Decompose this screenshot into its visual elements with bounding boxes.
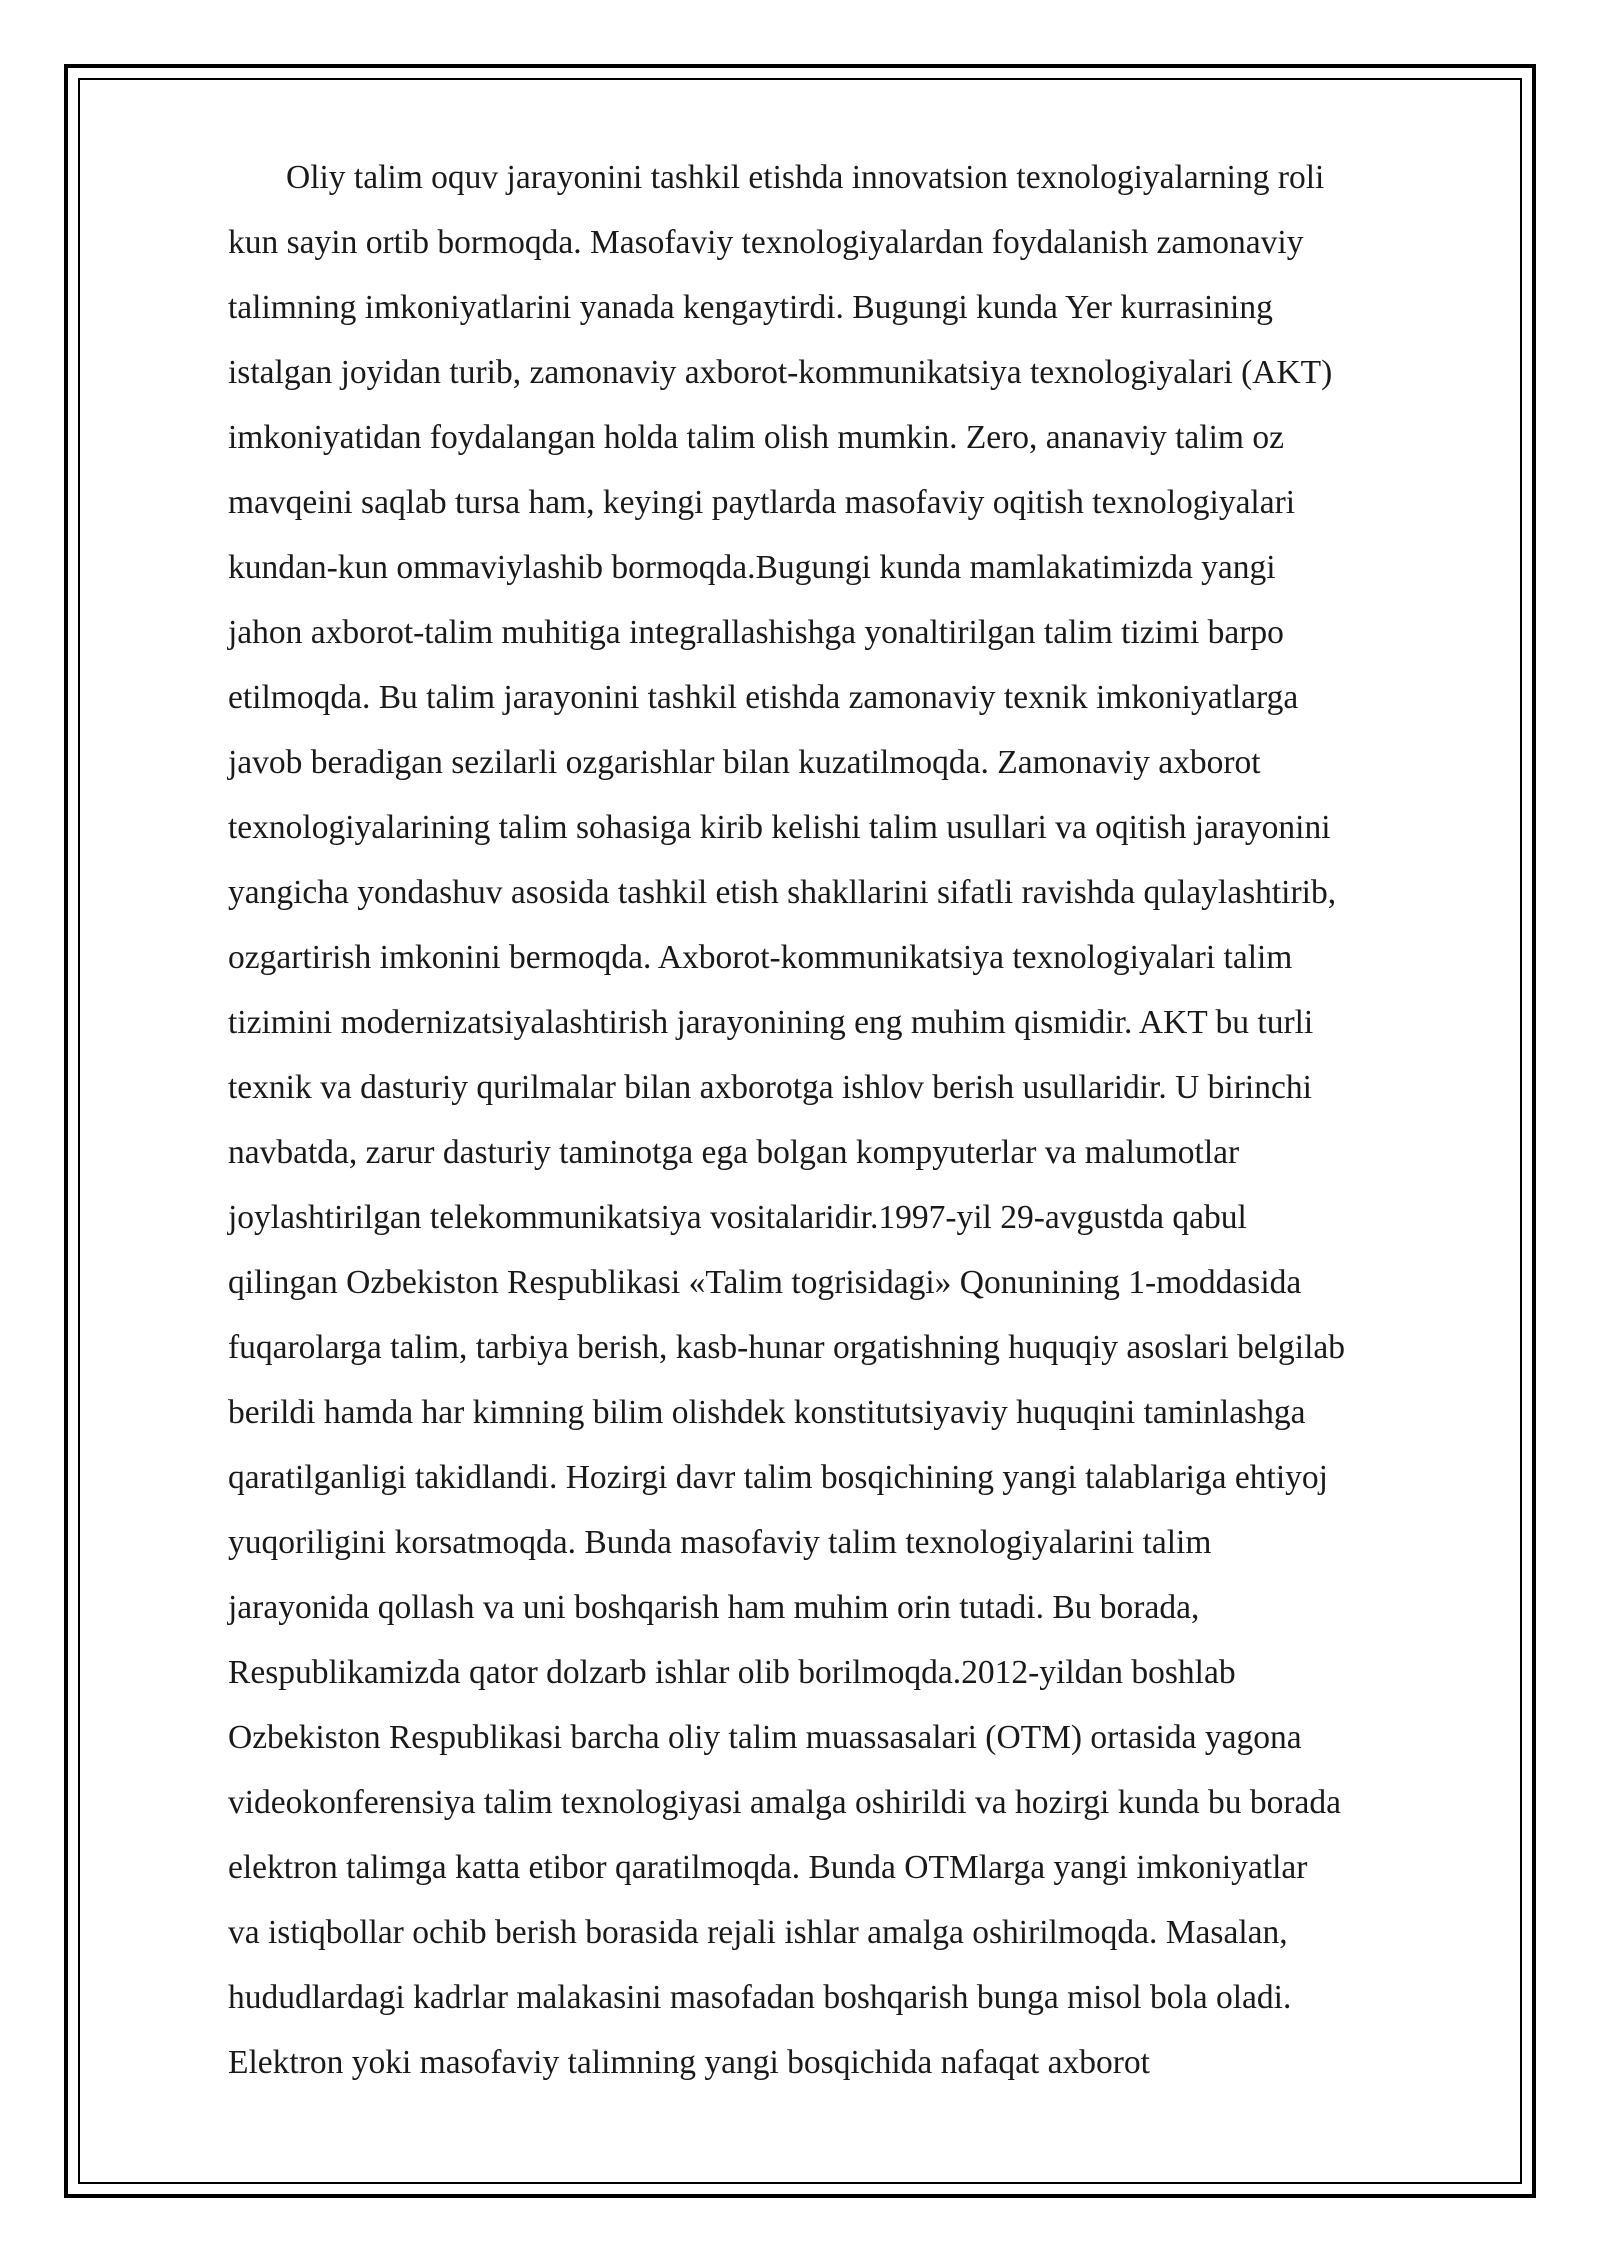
- text-line: Elektron yoki masofaviy talimning yangi bosqichida nafaqat axborot: [228, 2044, 1150, 2081]
- text-line: fuqarolarga talim, tarbiya berish, kasb-hunar orgatishning huquqiy asoslari belgilab: [228, 1329, 1346, 1366]
- text-line: jahon axborot-talim muhitiga integrallashishga yonaltirilgan talim tizimi barpo: [228, 614, 1284, 651]
- text-line: hududlardagi kadrlar malakasini masofadan boshqarish bunga misol bola oladi.: [228, 1979, 1292, 2016]
- text-line: navbatda, zarur dasturiy taminotga ega bolgan kompyuterlar va malumotlar: [228, 1134, 1240, 1171]
- text-line: videokonferensiya talim texnologiyasi amalga oshirildi va hozirgi kunda bu borada: [228, 1784, 1341, 1821]
- text-line: qaratilganligi takidlandi. Hozirgi davr talim bosqichining yangi talablariga ehtiyoj: [228, 1459, 1328, 1496]
- text-line: Ozbekiston Respublikasi barcha oliy talim muassasalari (OTM) ortasida yagona: [228, 1719, 1302, 1756]
- text-line: istalgan joyidan turib, zamonaviy axborot-kommunikatsiya texnologiyalari (AKT): [228, 354, 1333, 391]
- text-line: va istiqbollar ochib berish borasida rejali ishlar amalga oshirilmoqda. Masalan,: [228, 1914, 1288, 1951]
- text-line: javob beradigan sezilarli ozgarishlar bilan kuzatilmoqda. Zamonaviy axborot: [228, 744, 1261, 781]
- text-line: joylashtirilgan telekommunikatsiya vositalaridir.1997-yil 29-avgustda qabul: [228, 1199, 1247, 1236]
- text-line: etilmoqda. Bu talim jarayonini tashkil etishda zamonaviy texnik imkoniyatlarga: [228, 679, 1299, 716]
- body-text: [228, 145, 1518, 2095]
- text-line: Oliy talim oquv jarayonini tashkil etishda innovatsion texnologiyalarning roli: [286, 159, 1325, 196]
- text-line: Respublikamizda qator dolzarb ishlar olib borilmoqda.2012-yildan boshlab: [228, 1654, 1236, 1691]
- text-line: ozgartirish imkonini bermoqda. Axborot-kommunikatsiya texnologiyalari talim: [228, 939, 1293, 976]
- text-line: berildi hamda har kimning bilim olishdek konstitutsiyaviy huquqini taminlashga: [228, 1394, 1306, 1431]
- text-line: imkoniyatidan foydalangan holda talim olish mumkin. Zero, ananaviy talim oz: [228, 419, 1284, 456]
- text-line: elektron talimga katta etibor qaratilmoqda. Bunda OTMlarga yangi imkoniyatlar: [228, 1849, 1308, 1886]
- text-line: jarayonida qollash va uni boshqarish ham muhim orin tutadi. Bu borada,: [228, 1589, 1200, 1626]
- text-line: mavqeini saqlab tursa ham, keyingi paytlarda masofaviy oqitish texnologiyalari: [228, 484, 1296, 521]
- text-line: talimning imkoniyatlarini yanada kengaytirdi. Bugungi kunda Yer kurrasining: [228, 289, 1273, 326]
- text-line: yangicha yondashuv asosida tashkil etish shakllarini sifatli ravishda qulaylashtirib,: [228, 874, 1337, 911]
- text-line: kun sayin ortib bormoqda. Masofaviy texnologiyalardan foydalanish zamonaviy: [228, 224, 1304, 261]
- text-line: qilingan Ozbekiston Respublikasi «Talim togrisidagi» Qonunining 1-moddasida: [228, 1264, 1302, 1301]
- text-line: texnologiyalarining talim sohasiga kirib kelishi talim usullari va oqitish jarayonini: [228, 809, 1331, 846]
- text-line: tizimini modernizatsiyalashtirish jarayonining eng muhim qismidir. AKT bu turli: [228, 1004, 1314, 1041]
- text-line: yuqoriligini korsatmoqda. Bunda masofaviy talim texnologiyalarini talim: [228, 1524, 1212, 1561]
- text-line: kundan-kun ommaviylashib bormoqda.Bugungi kunda mamlakatimizda yangi: [228, 549, 1276, 586]
- text-line: texnik va dasturiy qurilmalar bilan axborotga ishlov berish usullaridir. U birinchi: [228, 1069, 1312, 1106]
